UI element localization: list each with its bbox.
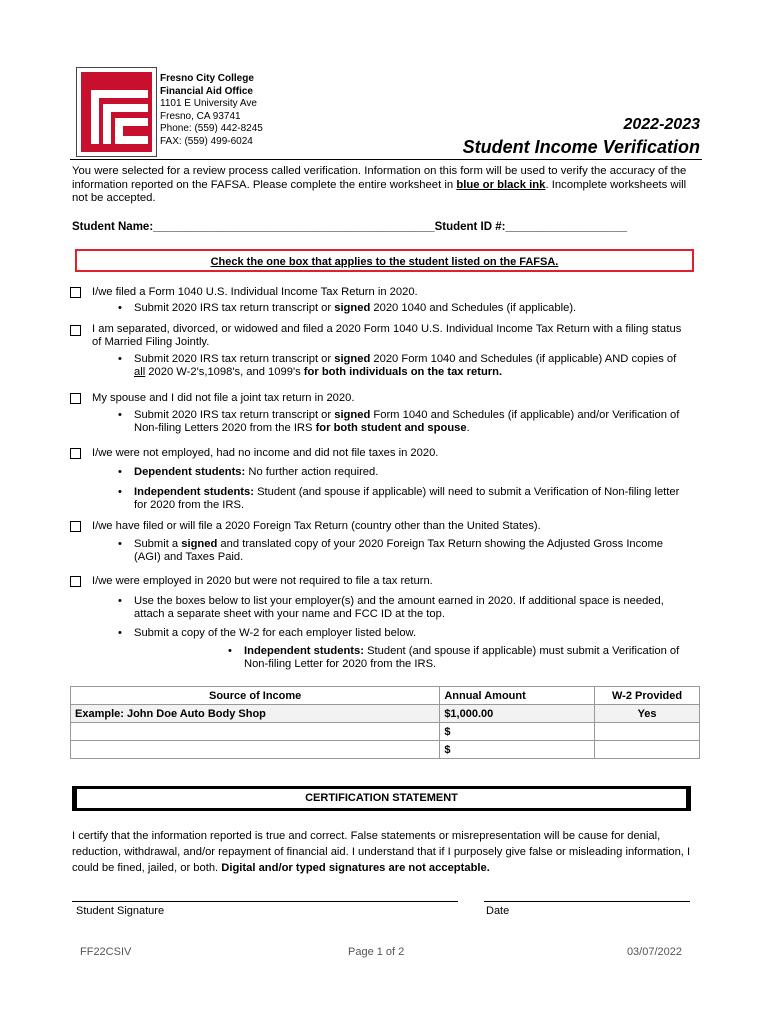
example-source: Example: John Doe Auto Body Shop [71,705,440,723]
form-code: FF22CSIV [80,946,132,958]
certification-text: I certify that the information reported is true and correct. False statements or misrepresentation will be cause for denial, reduction, withdrawal, and/or repayment of financial aid. I understand that if I purposely give false or misleading information, I could be fined, jailed, or both. Digital and/or typed signatures are not acceptable. [72,830,691,874]
certification-heading-box [72,786,691,811]
income-table [70,686,700,759]
instruction-text: Check the one box that applies to the student listed on the FAFSA. [210,256,559,268]
source-input[interactable] [71,723,440,741]
header-source: Source of Income [71,687,440,705]
option-6-text: I/we were employed in 2020 but were not required to file a tax return. [92,575,433,587]
phone: Phone: (559) 442-8245 [160,123,263,134]
option-6-bullet-3: • Independent students: Student (and spouse if applicable) must submit a Verification of Non-filing Letter for 2020 from the IRS. [228,645,680,671]
signature-line[interactable] [72,901,458,902]
award-year: 2022-2023 [623,116,700,133]
option-5-text: I/we have filed or will file a 2020 Foreign Tax Return (country other than the United States). [92,520,541,532]
source-input[interactable] [71,741,440,759]
form-title: Student Income Verification [462,137,700,157]
certification-heading: CERTIFICATION STATEMENT [77,789,686,808]
fcc-logo [76,67,157,157]
checkbox-option-3[interactable] [70,393,81,404]
student-id-label: Student ID #:___________________ [434,221,627,233]
example-w2: Yes [595,705,700,723]
w2-input[interactable] [595,723,700,741]
header-rule [70,159,702,160]
example-amount: $1,000.00 [440,705,595,723]
address-line2: Fresno, CA 93741 [160,110,241,122]
address-line1: 1101 E University Ave [160,98,257,109]
table-row[interactable] [71,723,700,741]
table-header-row [71,687,700,705]
table-row [71,705,700,723]
option-5-bullet: • Submit a signed and translated copy of your 2020 Foreign Tax Return showing the Adjusted Gross Income (AGI) and Taxes Paid. [118,538,664,564]
option-6-bullet-1: • Use the boxes below to list your employer(s) and the amount earned in 2020. If additional space is needed, attach a separate sheet with your name and FCC ID at the top. [118,595,664,621]
intro-text: You were selected for a review process called verification. Information on this form will be used to verify the accuracy of the information reported on the FAFSA. Please complete the entire worksheet in [72,165,687,191]
option-1-bullet: • Submit 2020 IRS tax return transcript or signed 2020 1040 and Schedules (if applicable). [118,302,577,314]
header-amount: Annual Amount [440,687,595,705]
student-name-label: Student Name:____________________________________________ [72,221,435,233]
amount-input[interactable]: $ [440,723,595,741]
date-label: Date [486,905,510,917]
checkbox-option-4[interactable] [70,448,81,459]
checkbox-option-5[interactable] [70,521,81,532]
instruction-box [75,249,694,272]
option-4-bullet-1: • Dependent students: No further action required. [118,466,379,478]
checkbox-option-1[interactable] [70,287,81,298]
amount-input[interactable]: $ [440,741,595,759]
table-row[interactable] [71,741,700,759]
option-4-text: I/we were not employed, had no income and did not file taxes in 2020. [92,447,439,459]
office-address-block [160,73,263,148]
office-name: Financial Aid Office [160,85,253,97]
intro-paragraph [72,165,704,206]
option-6-bullet-2: • Submit a copy of the W-2 for each employer listed below. [118,627,417,639]
header-w2: W-2 Provided [595,687,700,705]
option-3-bullet: • Submit 2020 IRS tax return transcript or signed Form 1040 and Schedules (if applicable) and/or Verification of Non-filing Letters 2020 from the IRS for both student and spouse. [118,409,680,435]
option-4-bullet-2: • Independent students: Student (and spouse if applicable) will need to submit a Verification of Non-filing letter for 2020 from the IRS. [118,486,680,512]
checkbox-option-2[interactable] [70,325,81,336]
fax: FAX: (559) 499-6024 [160,135,253,147]
date-line[interactable] [484,901,690,902]
option-1-text: I/we filed a Form 1040 U.S. Individual Income Tax Return in 2020. [92,286,418,298]
w2-input[interactable] [595,741,700,759]
revision-date: 03/07/2022 [626,946,682,958]
checkbox-option-6[interactable] [70,576,81,587]
intro-text-end: . Incomplete worksheets will not be accepted. [72,178,687,204]
option-2-bullet: • Submit 2020 IRS tax return transcript or signed 2020 Form 1040 and Schedules (if applicable) AND copies of all 2020 W-2's,1098's, and 1099's for both individuals on the tax return. [118,353,677,379]
student-signature-label: Student Signature [76,905,165,917]
option-2-text: I am separated, divorced, or widowed and filed a 2020 Form 1040 U.S. Individual Income Tax Return with a filing status of Married Filing Jointly. [92,323,682,349]
student-name-field[interactable] [72,221,627,233]
org-name: Fresno City College [160,73,254,84]
page-number: Page 1 of 2 [348,946,405,958]
option-3-text: My spouse and I did not file a joint tax return in 2020. [92,392,355,404]
intro-emphasis: blue or black ink [456,178,546,191]
